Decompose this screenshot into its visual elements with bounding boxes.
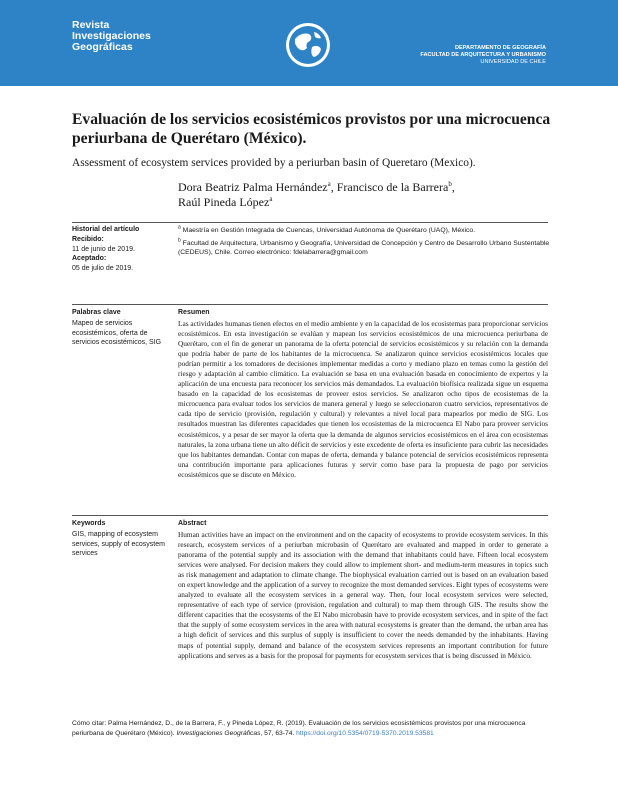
affiliation-mark: b [178, 237, 181, 244]
abstract-en [178, 520, 548, 661]
article-title: Evaluación de los servicios ecosistémicos provistos por una microcuenca periurbana de Querétaro (México). [72, 111, 551, 147]
abstract-es-heading: Resumen [178, 309, 210, 316]
faculty-line: FACULTAD DE ARQUITECTURA Y URBANISMO [420, 52, 546, 58]
affiliation-item [178, 226, 556, 236]
article-subtitle: Assessment of ecosystem services provided by a periurban basin of Queretaro (Mexico). [72, 157, 476, 169]
university-line: UNIVERSIDAD DE CHILE [480, 59, 546, 65]
journal-name-line: Revista [72, 19, 110, 31]
abstract-en-text: Human activities have an impact on the environment and on the capacity of ecosystems to provide ecosystem services. In this research, ecosystem services of a periurban microbasin of Querétaro are evaluated and mapped in order to generate a panorama of the potential supply and its association with the demand that inhabitants could have. Fifteen local ecosystem services were analysed. For decision makers they could allow to implement short- and medium-term measures in topics such as risk management and adaptation to climate change. The biophysical evaluation carried out is based on an evaluation based on expert knowledge and the application of a survey to recognize the most demanded services. Eight types of ecosystems were analyzed to evaluate all the ecosystem services in a general way. Then, four local ecosystem services were selected, representative of each type of service (provision, regulation and cultural) to map them through GIS. The results show the different capacities that the ecosystems of the El Nabo microbasin have to provide ecosystem services, and in spite of the fact that the supply of some ecosystem services in the area with natural ecosystems is greater than the demand, the urban area has a high deficit of services and this surplus of supply is insufficient to cover the needs demanded by the inhabitants. Having maps of potential supply, demand and balance of the ecosystem services represents an important contribution for future applications and serves as a basis for the proposal for payments for ecosystem services that is being discussed in México. [178, 530, 548, 660]
author-affiliation-mark: a [327, 180, 331, 188]
keywords-es [72, 309, 172, 348]
abstract-en-heading: Abstract [178, 520, 207, 527]
affiliation-mark: a [178, 224, 181, 231]
received-label: Recibido: [72, 236, 104, 243]
section-divider [72, 222, 548, 223]
author-affiliation-mark: b [448, 180, 452, 188]
author-name: Dora Beatriz Palma Hernández [178, 180, 328, 194]
section-divider [72, 304, 548, 305]
citation [72, 719, 548, 739]
department-name [420, 45, 546, 66]
author-list [178, 180, 558, 210]
journal-name-line: Investigaciones [72, 30, 151, 42]
author-name: Raúl Pineda López [178, 195, 270, 209]
keywords-es-text: Mapeo de servicios ecosistémicos, oferta de servicios ecosistémicos, SIG [72, 320, 162, 346]
author-name: Francisco de la Barrera [336, 180, 449, 194]
affiliation-text: Maestría en Gestión Integrada de Cuencas, Universidad Autónoma de Querétaro (UAQ), México. [182, 227, 476, 234]
accepted-date: 05 de julio de 2019. [72, 264, 134, 272]
citation-volume: , 57, 63-74. [260, 730, 297, 737]
citation-text: Cómo citar: Palma Hernández, D., de la Barrera, F., y Pineda López, R. (2019). Evaluación de los servicios ecosistémicos provistos por una microcuenca periurbana de Querétaro (México). [72, 720, 526, 737]
section-divider [72, 515, 548, 516]
doi-link[interactable]: https://doi.org/10.5354/0719-5370.2019.53581 [296, 730, 434, 737]
keywords-en-heading: Keywords [72, 520, 106, 527]
affiliation-item [178, 239, 556, 258]
keywords-en-text: GIS, mapping of ecosystem services, supply of ecosystem services [72, 531, 165, 557]
citation-journal: Investigaciones Geográficas [176, 730, 261, 737]
journal-name-line: Geográficas [72, 41, 133, 53]
accepted-label: Aceptado: [72, 255, 107, 262]
department-line: DEPARTAMENTO DE GEOGRAFÍA [454, 45, 546, 51]
globe-logo-icon [285, 22, 331, 68]
article-history [72, 226, 172, 273]
journal-name [72, 20, 151, 53]
author-affiliation-mark: a [269, 195, 273, 203]
affiliations [178, 226, 556, 258]
journal-header-banner [0, 0, 618, 86]
abstract-es-text: Las actividades humanas tienen efectos en el medio ambiente y en la capacidad de los ecosistemas para proporcionar servicios ecosistémicos. En esta investigación se evalúan y mapean los servicios ecosistémicos de una microcuenca periurbana de Querétaro, con el fin de generar un panorama de la oferta potencial de servicios ecosistémicos y su relación con la demanda que podría haber de parte de los habitantes de la microcuenca. Se analizaron quince servicios ecosistémicos locales que podrían permitir a los tomadores de decisiones implementar medidas a corto y mediano plazo en temas como la gestión del riesgo y adaptación al cambio climático. La evaluación se basa en una evaluación basada en conocimiento de expertos y la aplicación de una encuesta para reconocer los servicios más demandados. La evaluación biofísica realizada sigue un esquema basado en la capacidad de los ecosistemas de proveer estos servicios. Se analizaron ocho tipos de ecosistemas de la microcuenca para evaluar todos los servicios de manera general y luego se seleccionaron cuatro servicios, representativos de cada tipo de servicio (provisión, regulación y cultural) y relevantes a nivel local para mapearlos por medio de SIG. Los resultados muestran las diferentes capacidades que tienen los ecosistemas de la microcuenca El Nabo para proveer servicios ecosistémicos, y a pesar de ser mayor la oferta que la demanda de algunos servicios ecosistémicos en el área con ecosistemas naturales, la zona urbana tiene un alto déficit de servicios y este excedente de oferta es insuficiente para cubrir las necesidades que los habitantes demandan. Contar con mapas de oferta, demanda y balance potencial de servicios ecosistémicos representa una contribución importante para aplicaciones futuras y servir como base para la propuesta de pago por servicios ecosistémicos que se discute en México. [178, 319, 548, 479]
keywords-es-heading: Palabras clave [72, 309, 121, 316]
affiliation-text: Facultad de Arquitectura, Urbanismo y Geografía, Universidad de Concepción y Centro de Desarrollo Urbano Sustentable (CEDEUS), Chile. Correo electrónico: fdelabarrera@gmail.com [178, 239, 550, 256]
author-separator: , [451, 180, 455, 194]
author-separator: , [330, 180, 337, 194]
history-heading: Historial del artículo [72, 226, 140, 233]
received-date: 11 de junio de 2019. [72, 245, 135, 253]
abstract-es [178, 309, 548, 480]
keywords-en [72, 520, 172, 559]
